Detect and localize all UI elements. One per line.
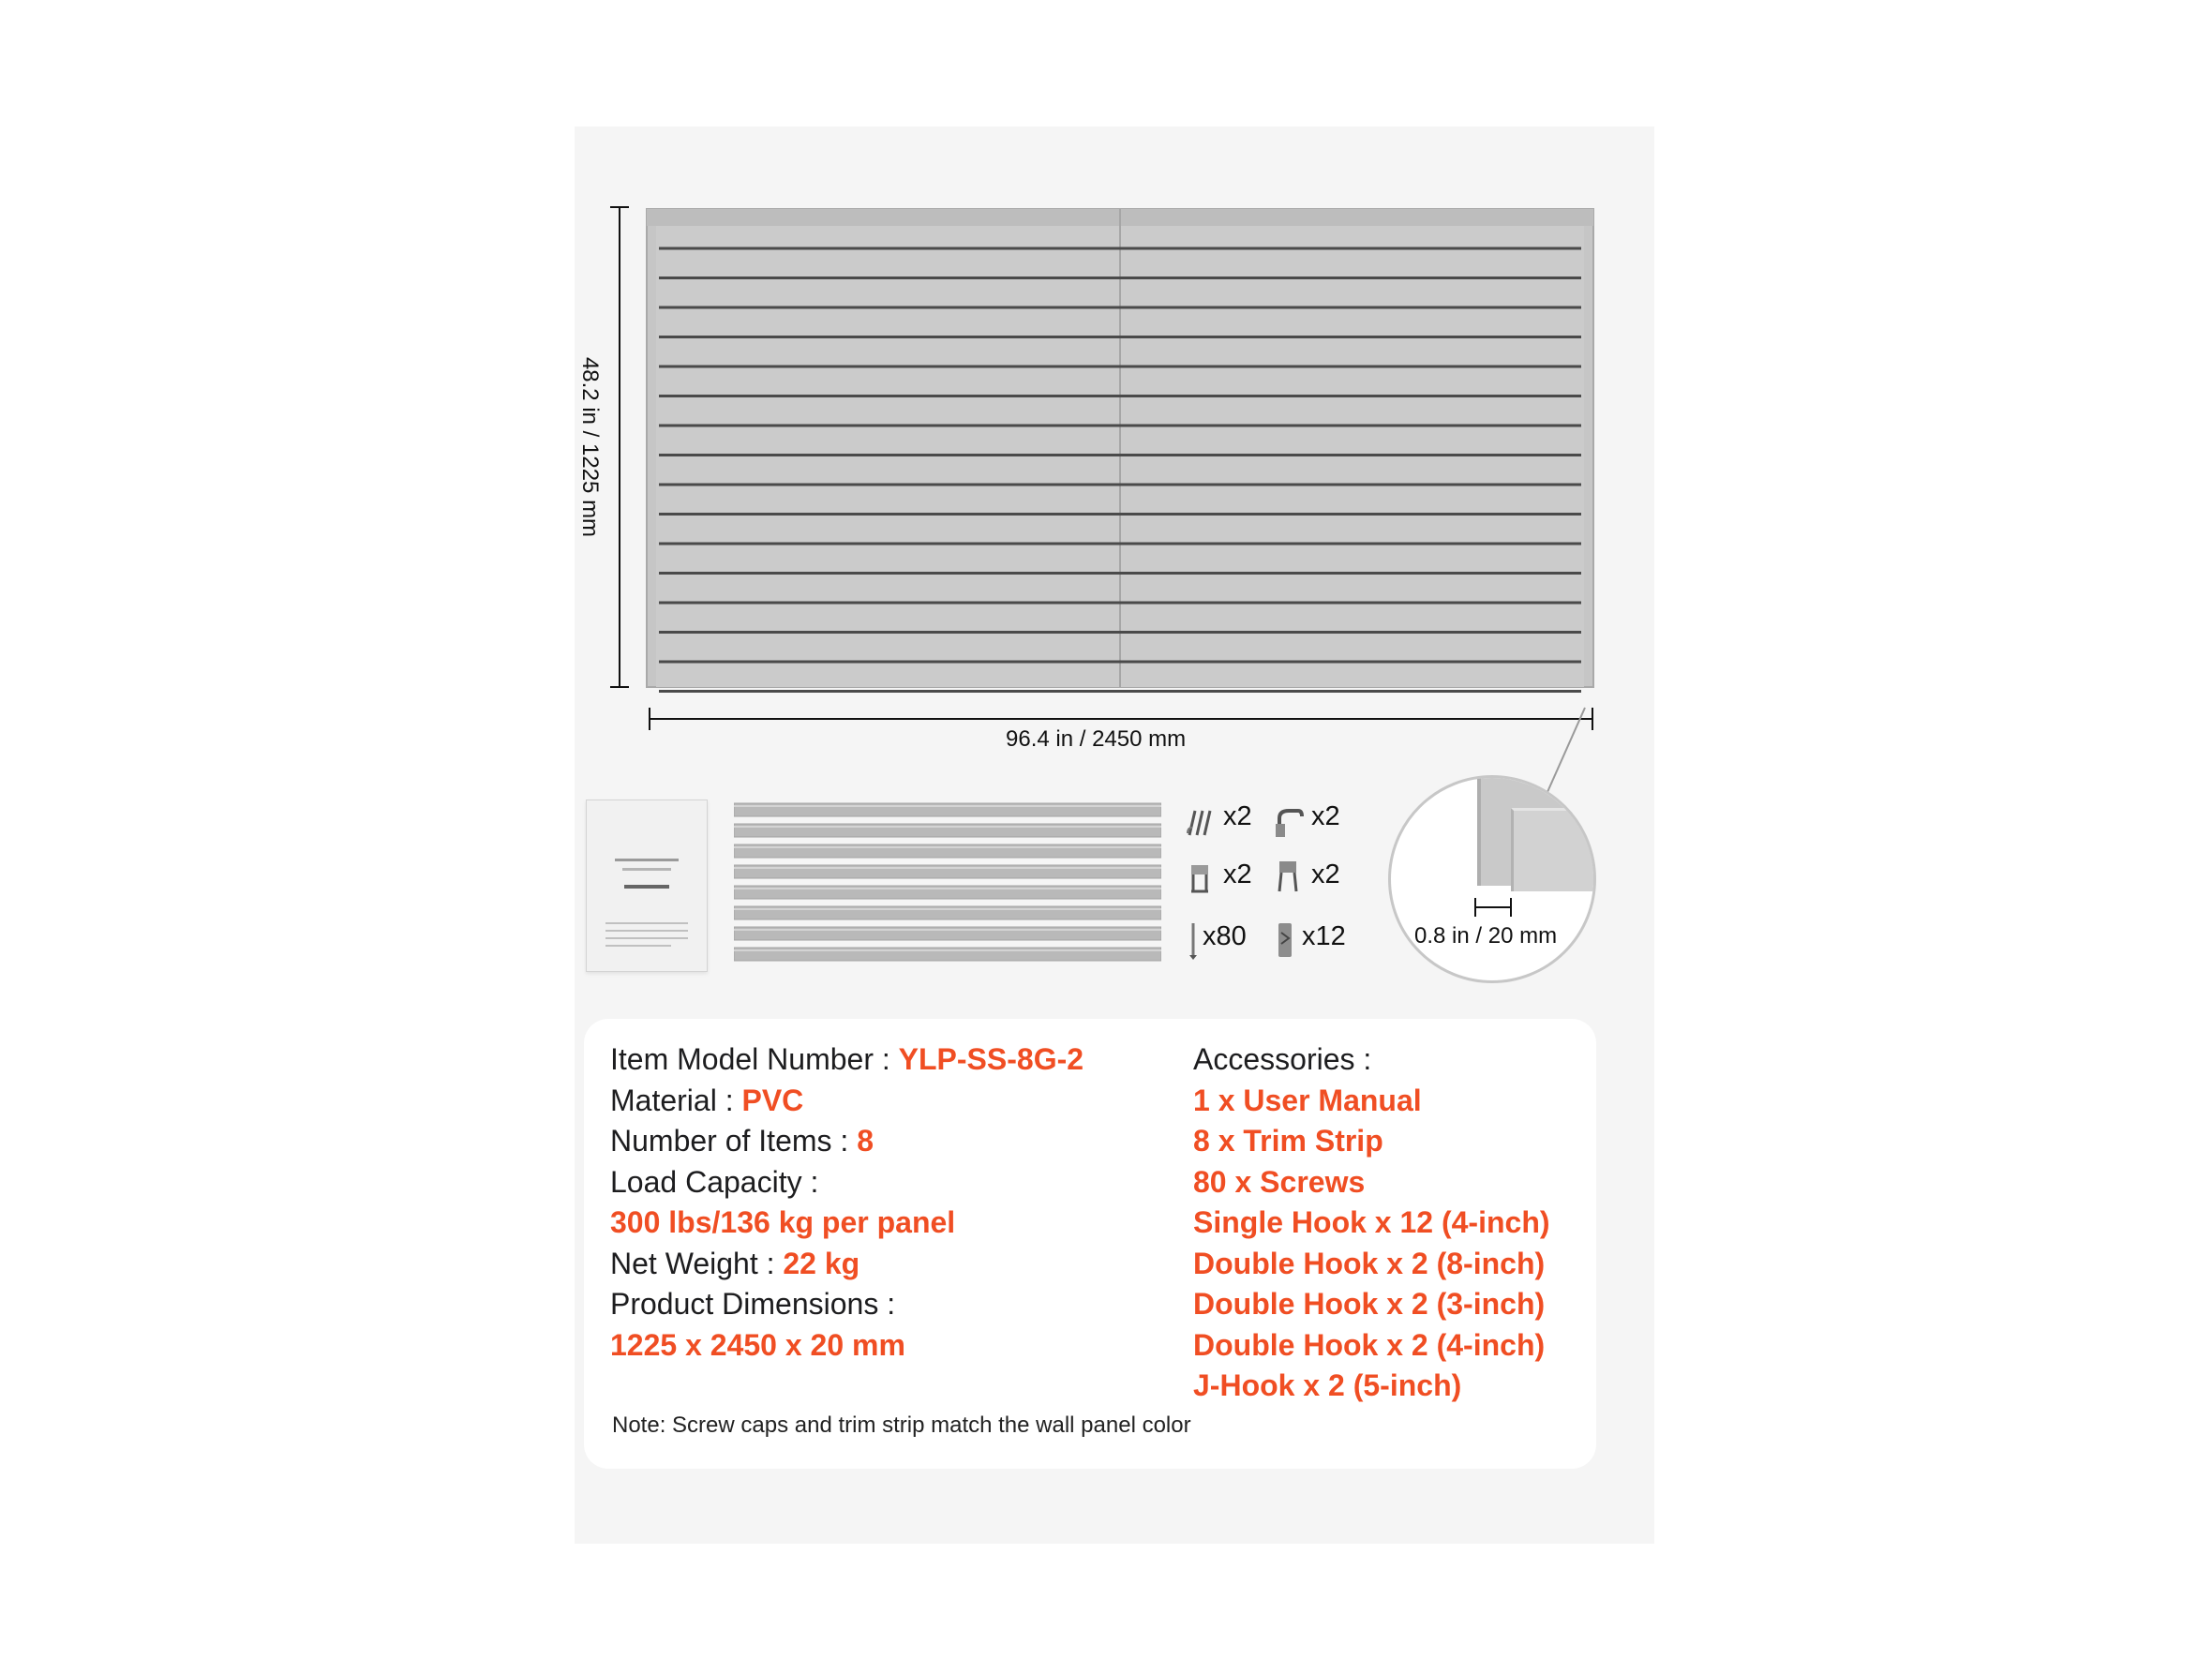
accessory-item: Double Hook x 2 (4-inch) — [1193, 1327, 1546, 1362]
color-note: Note: Screw caps and trim strip match the wall panel color — [612, 1412, 1191, 1438]
accessory-item: 1 x User Manual — [1193, 1083, 1422, 1117]
trim-strips-image — [734, 800, 1161, 970]
product-sheet — [575, 127, 1654, 1544]
spec-material: Material : PVC — [610, 1083, 804, 1117]
spec-load-value: 300 lbs/136 kg per panel — [610, 1205, 956, 1239]
accessory-item: 80 x Screws — [1193, 1164, 1366, 1199]
double-hook-medium-count: x2 — [1311, 859, 1340, 889]
spec-items: Number of Items : 8 — [610, 1124, 874, 1158]
j-hook-icon — [1272, 805, 1306, 839]
double-hook-small-icon — [1186, 861, 1214, 895]
spec-dims-label: Product Dimensions : — [610, 1287, 896, 1321]
double-hook-count: x2 — [1223, 801, 1252, 831]
thickness-detail-circle — [1388, 775, 1596, 983]
double-hook-icon — [1184, 805, 1218, 839]
accessory-item: 8 x Trim Strip — [1193, 1124, 1383, 1158]
accessory-item: Double Hook x 2 (3-inch) — [1193, 1287, 1546, 1321]
specification-card — [584, 1019, 1596, 1469]
accessories-label: Accessories : — [1193, 1042, 1372, 1076]
spec-load-label: Load Capacity : — [610, 1164, 819, 1199]
screw-icon — [1184, 921, 1203, 961]
width-dimension-label: 96.4 in / 2450 mm — [1006, 726, 1187, 752]
accessories-column — [1193, 1039, 1550, 1407]
accessory-item: Single Hook x 12 (4-inch) — [1193, 1205, 1550, 1239]
double-hook-small-count: x2 — [1223, 859, 1252, 889]
j-hook-count: x2 — [1311, 801, 1340, 831]
spec-weight: Net Weight : 22 kg — [610, 1246, 860, 1280]
included-parts — [1184, 801, 1371, 979]
accessory-item: Double Hook x 2 (8-inch) — [1193, 1246, 1546, 1280]
thickness-dimension-label: 0.8 in / 20 mm — [1414, 923, 1558, 949]
single-hook-count: x12 — [1302, 921, 1346, 951]
specs-column — [610, 1039, 1084, 1366]
accessory-item: J-Hook x 2 (5-inch) — [1193, 1368, 1462, 1402]
double-hook-medium-icon — [1274, 859, 1302, 895]
spec-dims-value: 1225 x 2450 x 20 mm — [610, 1327, 905, 1362]
single-hook-icon — [1276, 921, 1294, 959]
spec-model: Item Model Number : YLP-SS-8G-2 — [610, 1042, 1084, 1076]
user-manual-image — [586, 800, 708, 972]
screw-count: x80 — [1203, 921, 1247, 951]
height-dimension-label: 48.2 in / 1225 mm — [577, 356, 603, 538]
